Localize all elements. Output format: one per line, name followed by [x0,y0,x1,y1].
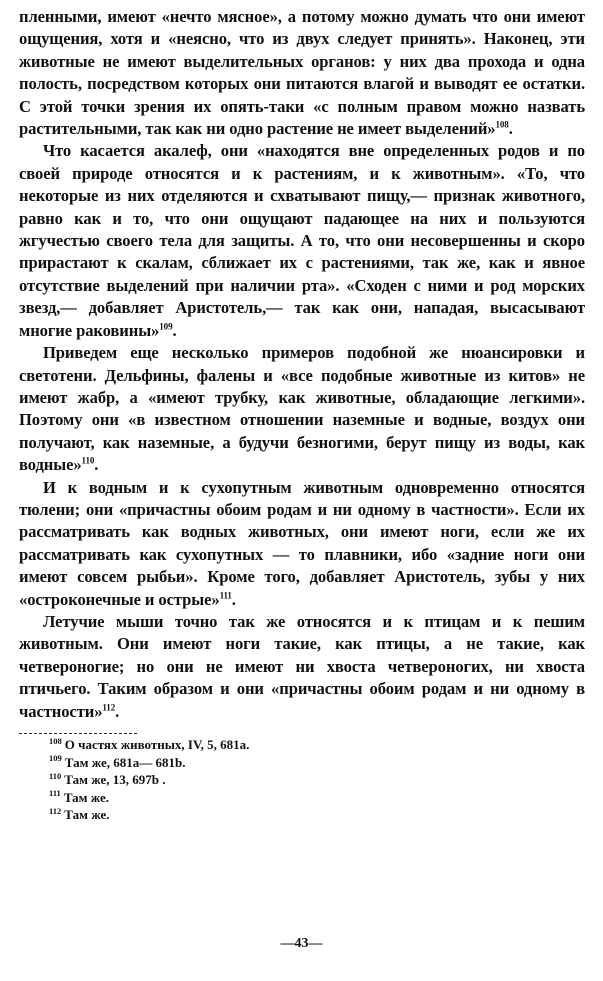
footnote-item: $^{112}$ Там же. [49,805,110,822]
footnote-item: $^{108}$ О частях животных, IV, 5, 681a. [49,735,250,752]
paragraph-5: Летучие мыши точно так же относятся и к птицам и к пешим животным. Они имеют ноги такие, как птицы, а не такие, как четвероногие; но они не имеют ни хвоста четвероногих, ни хвоста птичьего. Таким образом и они «причастны обоим родам и ни одному в частности»$^{112}$. [19,611,585,721]
page-number: —43— [280,936,323,951]
footnote-ref-112[interactable]: 112 [102,702,116,713]
footnote-ref-110[interactable]: 110 [81,455,95,466]
footnote-ref-111[interactable]: 111 [219,590,232,601]
paragraph-4: И к водным и к сухопутным животным одновременно относятся тюлени; они «причастны обоим родам и ни одному в частности». Если их рассматривать как водных животных, они имеют ноги, если же их рассматривать как сухопутных — то плавники, ибо «задние ноги они имеют совсем рыбьи». Кроме того, добавляет Аристотель, зубы у них «остроконечные и острые»$^{111}$. [19,477,585,609]
paragraph-3: Приведем еще несколько примеров подобной же нюансировки и светотени. Дельфины, фалены и «все подобные животные из китов» не имеют жабр, а «имеют трубку, как животные, обладающие легкими». Поэтому они «в известном отношении наземные и водные, воздух они получают, как наземные, а будучи безногими, берут пищу из воды, как водные»$^{110}$. [19,343,585,475]
footnote-ref-108[interactable]: 108 [495,119,509,130]
paragraph-2: Что касается акалеф, они «находятся вне определенных родов и по своей природе относятся и к растениям, и к животным». «То, что некоторые из них отделяются и схватывают пищу,— признак животного, равно как и то, что они ощущают падающее на них и пользуются жгучестью своего тела для защиты. А то, что они несовершенны и скоро прирастают к скалам, сближает их с растениями, так же, как и явное отсутствие выделений при наличии рта». «Сходен с ними и род морских звезд,— добавляет Аристотель,— так как они, нападая, высасывают многие раковины»$^{109}$. [19,141,585,340]
footnote-item: $^{109}$ Там же, 681a— 681b. [49,753,186,770]
footnotes [49,736,585,824]
page-body [19,6,585,824]
paragraph-1: пленными, имеют «нечто мясное», а потому можно думать что они имеют ощущения, хотя и «неясно, что из двух следует принять». Наконец, эти животные не имеют выделительных органов: у них два прохода и одна полость, посредством которых они питаются влагой и выводят ее остатки. С этой точки зрения их опять-таки «с полным правом можно назвать растительными, так как ни одно растение не имеет выделений»$^{108}$. [19,7,585,139]
footnote-ref-109[interactable]: 109 [159,321,173,332]
footnote-item: $^{110}$ Там же, 13, 697b . [49,770,166,787]
footnote-item: $^{111}$ Там же. [49,788,110,805]
footnote-divider [19,733,137,734]
